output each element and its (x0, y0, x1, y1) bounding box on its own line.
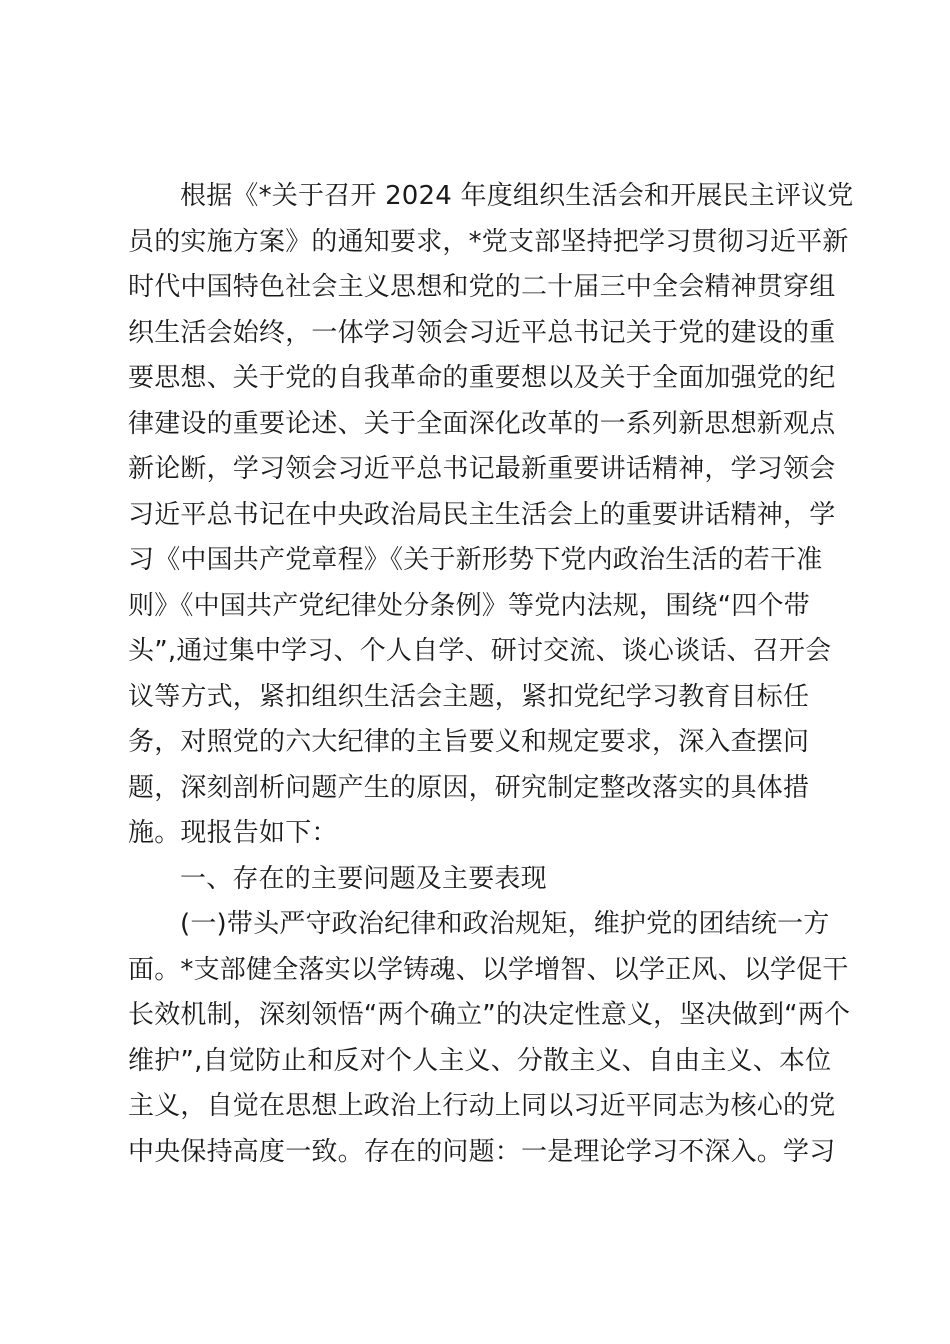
paragraph-line: 维护”,自觉防止和反对个人主义、分散主义、自由主义、本位 (128, 1045, 832, 1076)
paragraph-line: 题，深刻剖析问题产生的原因，研究制定整改落实的具体措 (128, 772, 810, 803)
document-body (128, 174, 854, 1175)
paragraph-line: 长效机制，深刻领悟“两个确立”的决定性意义，坚决做到“两个 (128, 1000, 851, 1030)
paragraph-line: 习近平总书记在中央政治局民主生活会上的重要讲话精神，学 (128, 499, 836, 530)
section-heading: 一、存在的主要问题及主要表现 (180, 863, 547, 894)
paragraph-line: 习《中国共产党章程》《关于新形势下党内政治生活的若干准 (128, 545, 823, 575)
paragraph-line: 头”,通过集中学习、个人自学、研讨交流、谈心谈话、召开会 (128, 636, 832, 666)
paragraph-line: 时代中国特色社会主义思想和党的二十届三中全会精神贯穿组 (128, 272, 836, 302)
paragraph-line: 中央保持高度一致。存在的问题：一是理论学习不深入。学习 (128, 1136, 836, 1167)
paragraph-line: 员的实施方案》的通知要求，*党支部坚持把学习贯彻习近平新 (128, 226, 849, 257)
paragraph-line: 织生活会始终，一体学习领会习近平总书记关于党的建设的重 (128, 317, 836, 348)
paragraph-line: 新论断，学习领会习近平总书记最新重要讲话精神，学习领会 (128, 454, 836, 484)
subsection-heading: (一)带头严守政治纪律和政治规矩，维护党的团结统一方 (180, 909, 830, 939)
paragraph-line: 施。现报告如下： (128, 818, 338, 848)
paragraph-line: 面。*支部健全落实以学铸魂、以学增智、以学正风、以学促干 (128, 954, 849, 985)
paragraph-line: 主义，自觉在思想上政治上行动上同以习近平同志为核心的党 (128, 1091, 836, 1121)
paragraph-line: 则》《中国共产党纪律处分条例》等党内法规，围绕“四个带 (128, 590, 810, 621)
paragraph-line: 根据《*关于召开 2024 年度组织生活会和开展民主评议党 (180, 181, 854, 211)
paragraph-line: 务，对照党的六大纪律的主旨要义和规定要求，深入查摆问 (128, 727, 810, 757)
paragraph-line: 议等方式，紧扣组织生活会主题，紧扣党纪学习教育目标任 (128, 681, 810, 712)
paragraph-line: 要思想、关于党的自我革命的重要想以及关于全面加强党的纪 (128, 363, 836, 393)
paragraph-line: 律建设的重要论述、关于全面深化改革的一系列新思想新观点 (128, 408, 836, 439)
